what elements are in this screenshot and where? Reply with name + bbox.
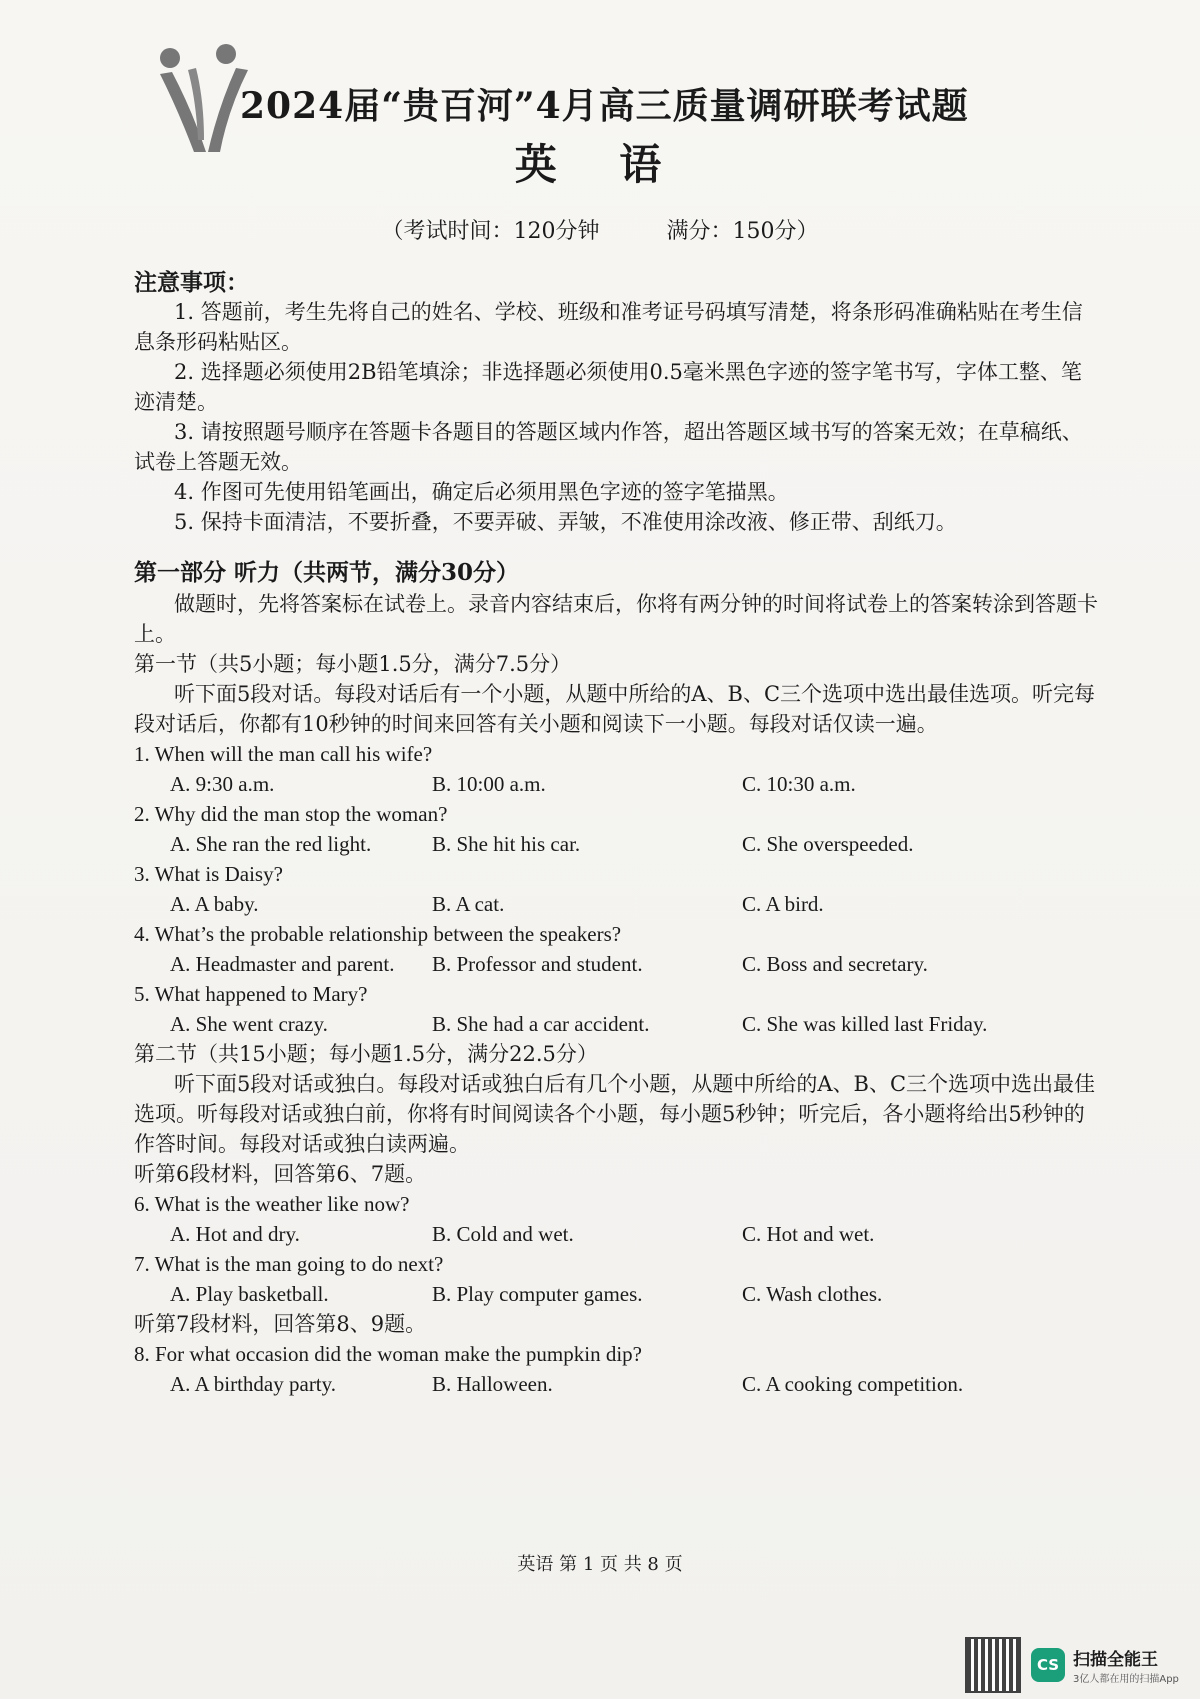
option-b: B. Halloween. (432, 1372, 553, 1396)
option-a: A. Play basketball. (170, 1282, 329, 1306)
exam-title: 2024届“贵百河”4月高三质量调研联考试题 (240, 85, 969, 127)
section1-instruction: 听下面5段对话。每段对话后有一个小题，从题中所给的A、B、C三个选项中选出最佳选项。听完每段对话后，你都有10秒钟的时间来回答有关小题和阅读下一小题。每段对话仅读一遍。 (134, 682, 1096, 736)
option-a: A. 9:30 a.m. (170, 772, 275, 796)
option-c: C. Hot and wet. (742, 1222, 875, 1246)
options-row (134, 1369, 1100, 1399)
option-a: A. She ran the red light. (170, 832, 372, 856)
scanner-tagline: 3亿人都在用的扫描App (1073, 1674, 1179, 1685)
scanner-text (1073, 1645, 1179, 1685)
exam-time: （考试时间：120分钟 (381, 219, 600, 244)
question: 4. What’s the probable relationship between the speakers? (134, 922, 622, 946)
option-b: B. She hit his car. (432, 832, 581, 856)
option-c: C. She overspeeded. (742, 832, 914, 856)
option-c: C. Wash clothes. (742, 1282, 883, 1306)
question: 3. What is Daisy? (134, 862, 283, 886)
material-heading: 听第7段材料，回答第8、9题。 (134, 1312, 427, 1336)
question: 8. For what occasion did the woman make the pumpkin dip? (134, 1342, 642, 1366)
option-c: C. A bird. (742, 892, 824, 916)
option-b: B. She had a car accident. (432, 1012, 650, 1036)
option-a: A. A birthday party. (170, 1372, 337, 1396)
question: 5. What happened to Mary? (134, 982, 368, 1006)
option-c: C. 10:30 a.m. (742, 772, 856, 796)
question: 1. When will the man call his wife? (134, 742, 433, 766)
exam-meta (0, 214, 1200, 245)
options-row (134, 889, 1100, 919)
option-b: B. Play computer games. (432, 1282, 643, 1306)
section2-instruction: 听下面5段对话或独白。每段对话或独白后有几个小题，从题中所给的A、B、C三个选项中选出最佳选项。听每段对话或独白前，你将有时间阅读各个小题，每小题5秒钟；听完后，各小题将给出5秒钟的作答时间。每段对话或独白读两遍。 (134, 1072, 1096, 1156)
option-b: B. Cold and wet. (432, 1222, 574, 1246)
notice-item: 4. 作图可先使用铅笔画出，确定后必须用黑色字迹的签字笔描黑。 (174, 480, 789, 504)
question: 7. What is the man going to do next? (134, 1252, 444, 1276)
option-a: A. Headmaster and parent. (170, 952, 395, 976)
section1-heading: 第一节（共5小题；每小题1.5分，满分7.5分） (134, 652, 572, 676)
scanner-app-name: 扫描全能王 (1073, 1650, 1158, 1670)
options-row (134, 1009, 1100, 1039)
scanner-watermark (965, 1637, 1179, 1693)
option-a: A. Hot and dry. (170, 1222, 300, 1246)
notice-item: 2. 选择题必须使用2B铅笔填涂；非选择题必须使用0.5毫米黑色字迹的签字笔书写，字体工整、笔迹清楚。 (134, 360, 1082, 414)
notice-heading: 注意事项： (134, 269, 249, 296)
page-footer: 英语 第 1 页 共 8 页 (517, 1554, 683, 1575)
options-row (134, 1279, 1100, 1309)
full-score: 满分：150分） (666, 219, 819, 244)
option-b: B. A cat. (432, 892, 505, 916)
option-b: B. Professor and student. (432, 952, 643, 976)
notice-item: 1. 答题前，考生先将自己的姓名、学校、班级和准考证号码填写清楚，将条形码准确粘贴在考生信息条形码粘贴区。 (134, 300, 1083, 354)
part1-heading: 第一部分 听力（共两节，满分30分） (134, 559, 520, 586)
options-row (134, 1219, 1100, 1249)
option-a: A. A baby. (170, 892, 259, 916)
notice-item: 5. 保持卡面清洁，不要折叠，不要弄破、弄皱，不准使用涂改液、修正带、刮纸刀。 (174, 510, 957, 534)
notice-item: 3. 请按照题号顺序在答题卡各题目的答题区域内作答，超出答题区域书写的答案无效；在草稿纸、试卷上答题无效。 (134, 420, 1083, 474)
qr-code-icon (965, 1637, 1021, 1693)
option-c: C. Boss and secretary. (742, 952, 928, 976)
question: 2. Why did the man stop the woman? (134, 802, 448, 826)
options-row (134, 769, 1100, 799)
question: 6. What is the weather like now? (134, 1192, 410, 1216)
option-c: C. She was killed last Friday. (742, 1012, 988, 1036)
option-a: A. She went crazy. (170, 1012, 328, 1036)
options-row (134, 949, 1100, 979)
option-c: C. A cooking competition. (742, 1372, 964, 1396)
part1-instruction: 做题时，先将答案标在试卷上。录音内容结束后，你将有两分钟的时间将试卷上的答案转涂到答题卡上。 (134, 592, 1098, 646)
camscanner-logo-icon: CS (1031, 1648, 1065, 1682)
exam-content (134, 250, 1100, 1399)
options-row (134, 829, 1100, 859)
subject-title: 英 语 (514, 140, 686, 189)
section2-heading: 第二节（共15小题；每小题1.5分，满分22.5分） (134, 1042, 598, 1066)
material-heading: 听第6段材料，回答第6、7题。 (134, 1162, 427, 1186)
option-b: B. 10:00 a.m. (432, 772, 546, 796)
